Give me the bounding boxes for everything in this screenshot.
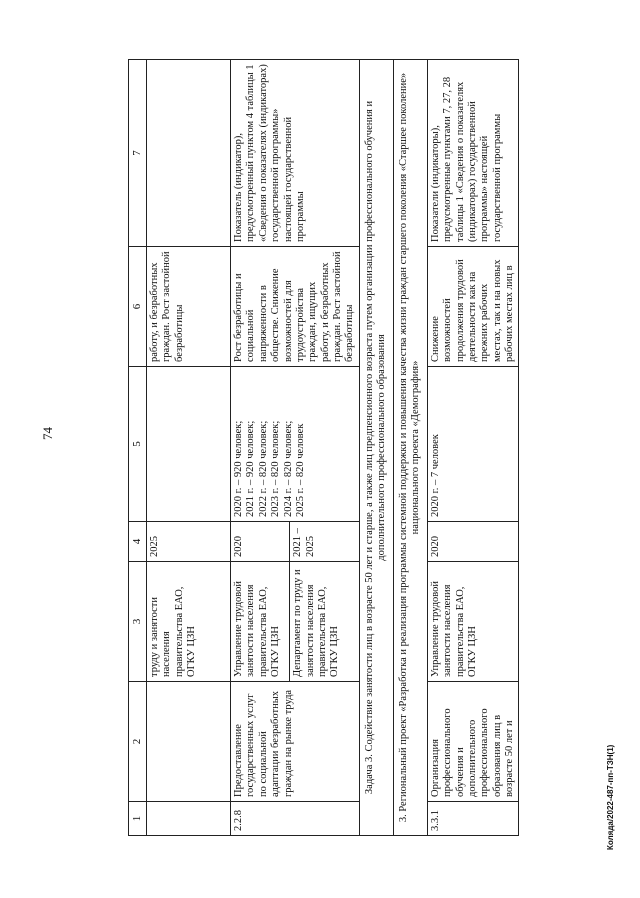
row-331-year: 2020	[427, 522, 519, 562]
value-line: 2024 г. – 820 человек;	[282, 420, 294, 517]
cont-num	[147, 802, 231, 836]
rotated-table-container	[128, 60, 515, 836]
cont-value	[147, 367, 231, 522]
row-228-executor-b: Департамент по труду и занятости населения правительства ЕАО, ОГКУ ЦЗН	[290, 562, 359, 682]
row-331-indicator: Показатели (индикаторы), предусмотренные пунктами 7, 27, 28 таблицы 1 «Сведения о показателях (индикаторах) государственной программы» настоящей государственной программы	[427, 60, 519, 247]
row-228-indicator: Показатель (индикатор), предусмотренный пунктом 4 таблицы 1 «Сведения о показателях (индикаторах) государственной программы» настоящей государственной программы	[231, 60, 360, 247]
row-228-values	[231, 367, 360, 522]
row-228-year-b: 2021 – 2025	[290, 522, 359, 562]
row-331-consequence: Снижение возможностей продолжения трудовой деятельности как на прежних рабочих местах, так и на новых рабочих местах лиц в	[427, 247, 519, 367]
cont-executor: труду и занятости населения правительства ЕАО, ОГКУ ЦЗН	[147, 562, 231, 682]
row-331-value: 2020 г. – 7 человек	[427, 367, 519, 522]
value-line: 2021 г. – 920 человек;	[245, 420, 257, 517]
row-228-year-a: 2020	[231, 522, 290, 562]
table-row-3-3-1	[427, 60, 519, 836]
table-row-2-2-8-a	[231, 60, 290, 836]
task-3-row	[359, 60, 393, 836]
project-3-row	[393, 60, 427, 836]
value-line: 2020 г. – 920 человек;	[233, 420, 244, 517]
header-cell-3: 3	[129, 562, 147, 682]
row-331-executor: Управление трудовой занятости населения правительства ЕАО, ОГКУ ЦЗН	[427, 562, 519, 682]
value-line: 2025 г. – 820 человек	[294, 423, 306, 517]
row-331-num: 3.3.1	[427, 802, 519, 836]
cont-indicator	[147, 60, 231, 247]
program-table	[128, 59, 519, 836]
row-331-title: Организация профессионального обучения и дополнительного профессионального образования лиц в возрасте 50 лет и	[427, 682, 519, 802]
cont-title	[147, 682, 231, 802]
row-228-title: Предоставление государственных услуг по социальной адаптации безработных граждан на рынке труда	[231, 682, 360, 802]
row-228-num: 2.2.8	[231, 802, 360, 836]
header-cell-7: 7	[129, 60, 147, 247]
header-cell-4: 4	[129, 522, 147, 562]
header-cell-2: 2	[129, 682, 147, 802]
header-row	[129, 60, 147, 836]
project-3-heading: 3. Региональный проект «Разработка и реализация программы системной поддержки и повышения качества жизни граждан старшего поколения «Старшее поколение» национального проекта «Демография»	[393, 60, 427, 836]
header-cell-6: 6	[129, 247, 147, 367]
header-cell-1: 1	[129, 802, 147, 836]
row-228-executor-a: Управление трудовой занятости населения правительства ЕАО, ОГКУ ЦЗН	[231, 562, 290, 682]
page-number: 74	[40, 427, 55, 440]
cont-year: 2025	[147, 522, 231, 562]
value-line: 2023 г. – 820 человек;	[270, 420, 282, 517]
footer-code: Коляда/2022-487-пп-ТЗН(1)	[606, 744, 615, 850]
cont-consequence: работу, и безработных граждан. Рост застойной безработицы	[147, 247, 231, 367]
value-line: 2022 г. – 820 человек;	[257, 420, 269, 517]
task-3-heading: Задача 3. Содействие занятости лиц в возрасте 50 лет и старше, а также лиц предпенсионного возраста путем организации профессионального обучения и дополнительного профессионального образования	[359, 60, 393, 836]
row-228-consequence: Рост безработицы и социальной напряженности в обществе. Снижение возможностей для трудоустройства граждан, ищущих работу, и безработных граждан. Рост застойной безработицы	[231, 247, 360, 367]
table-row-continuation	[147, 60, 231, 836]
header-cell-5: 5	[129, 367, 147, 522]
